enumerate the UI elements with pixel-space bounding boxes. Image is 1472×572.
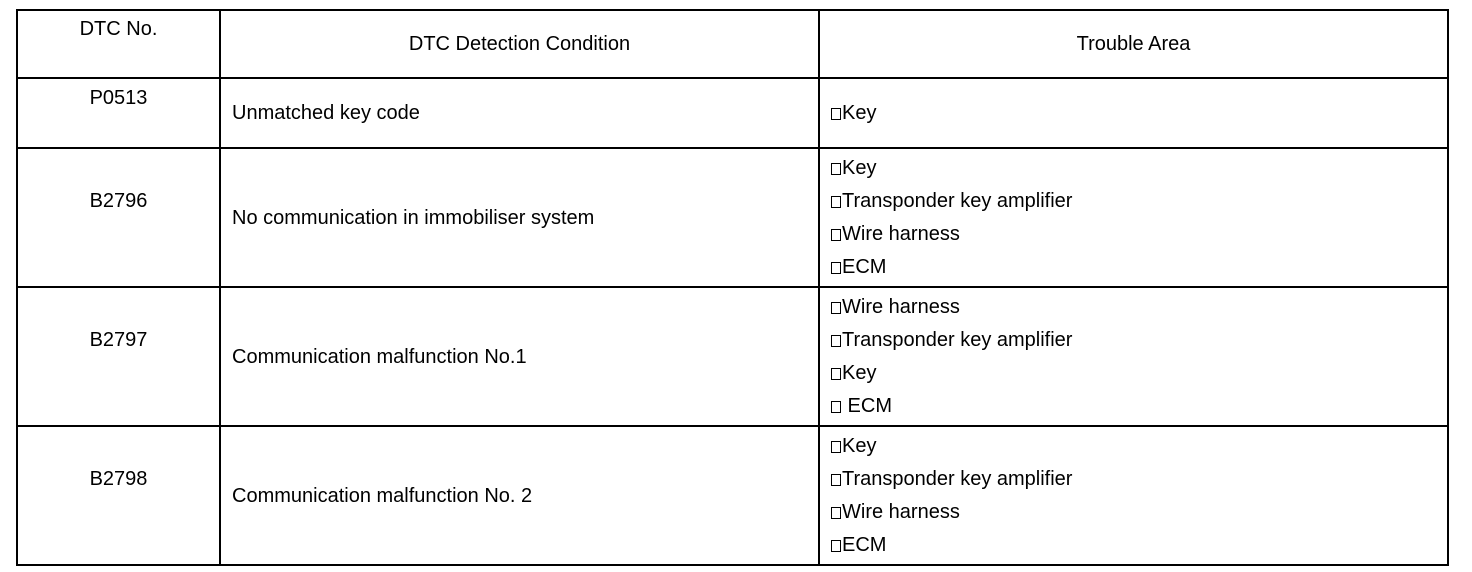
trouble-area-list [831, 97, 1447, 130]
bullet-box-icon [831, 229, 841, 241]
header-trouble-area: Trouble Area [819, 10, 1448, 78]
trouble-area-label: Key [842, 434, 877, 457]
table-row [17, 426, 1448, 565]
table-row [17, 287, 1448, 426]
trouble-area-list [831, 430, 1447, 562]
trouble-area-item [831, 97, 1447, 130]
bullet-box-icon [831, 302, 841, 314]
trouble-area-label: ECM [842, 394, 892, 417]
trouble-area-item [831, 185, 1447, 218]
trouble-area-label: Key [842, 361, 877, 384]
trouble-area-label: Key [842, 156, 877, 179]
bullet-box-icon [831, 262, 841, 274]
trouble-area-item [831, 152, 1447, 185]
dtc-code: B2798 [17, 426, 220, 565]
trouble-area-label: ECM [842, 255, 887, 278]
detection-condition: Unmatched key code [220, 78, 819, 148]
table-row [17, 78, 1448, 148]
bullet-box-icon [831, 163, 841, 175]
trouble-area-item [831, 251, 1447, 284]
bullet-box-icon [831, 401, 841, 413]
trouble-area-label: Transponder key amplifier [842, 189, 1073, 212]
dtc-table [16, 9, 1449, 566]
trouble-area-label: Wire harness [842, 222, 960, 245]
trouble-area-item [831, 324, 1447, 357]
trouble-area [819, 78, 1448, 148]
trouble-area [819, 287, 1448, 426]
dtc-code: P0513 [17, 78, 220, 148]
trouble-area-item [831, 529, 1447, 562]
bullet-box-icon [831, 540, 841, 552]
trouble-area-item [831, 357, 1447, 390]
detection-condition: Communication malfunction No.1 [220, 287, 819, 426]
trouble-area-label: ECM [842, 533, 887, 556]
dtc-code: B2796 [17, 148, 220, 287]
table-row [17, 148, 1448, 287]
trouble-area-list [831, 152, 1447, 284]
bullet-box-icon [831, 507, 841, 519]
bullet-box-icon [831, 474, 841, 486]
trouble-area-label: Transponder key amplifier [842, 328, 1073, 351]
trouble-area-item [831, 390, 1447, 423]
detection-condition: No communication in immobiliser system [220, 148, 819, 287]
trouble-area-item [831, 291, 1447, 324]
trouble-area-item [831, 496, 1447, 529]
trouble-area [819, 148, 1448, 287]
bullet-box-icon [831, 368, 841, 380]
trouble-area-label: Wire harness [842, 500, 960, 523]
trouble-area-label: Key [842, 101, 877, 124]
trouble-area-item [831, 463, 1447, 496]
trouble-area [819, 426, 1448, 565]
bullet-box-icon [831, 441, 841, 453]
header-detection-condition: DTC Detection Condition [220, 10, 819, 78]
detection-condition: Communication malfunction No. 2 [220, 426, 819, 565]
bullet-box-icon [831, 108, 841, 120]
header-row [17, 10, 1448, 78]
bullet-box-icon [831, 335, 841, 347]
trouble-area-item [831, 218, 1447, 251]
bullet-box-icon [831, 196, 841, 208]
dtc-code: B2797 [17, 287, 220, 426]
trouble-area-label: Wire harness [842, 295, 960, 318]
trouble-area-list [831, 291, 1447, 423]
trouble-area-label: Transponder key amplifier [842, 467, 1073, 490]
trouble-area-item [831, 430, 1447, 463]
header-dtc-no: DTC No. [17, 10, 220, 78]
